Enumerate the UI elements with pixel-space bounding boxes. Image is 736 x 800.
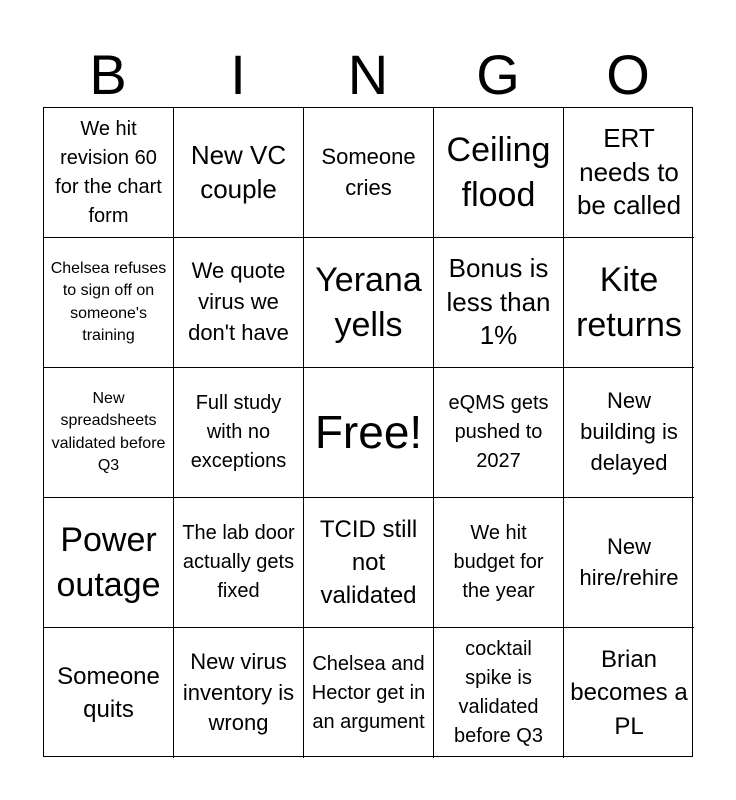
bingo-cell[interactable]: New virus inventory is wrong [174,628,304,758]
bingo-cell[interactable]: Brian becomes a PL [570,646,688,740]
bingo-cell[interactable]: New VC couple [174,108,304,238]
header-letter-o: O [606,43,650,106]
bingo-cell[interactable]: New hire/rehire [564,498,694,628]
header-letter-b: B [89,43,127,106]
bingo-cell[interactable]: Kite returns [564,238,694,368]
header-letter-g: G [476,43,520,106]
header-letter-i: I [230,43,246,106]
bingo-cell[interactable]: eQMS gets pushed to 2027 [434,368,564,498]
bingo-cell[interactable]: cocktail spike is validated before Q3 [434,628,564,758]
bingo-cell[interactable]: The lab door actually gets fixed [174,498,304,628]
free-space-cell[interactable]: Free! [304,368,434,498]
bingo-cell[interactable]: Ceiling flood [434,108,564,238]
bingo-board [43,107,693,757]
bingo-cell[interactable]: Power outage [44,498,174,628]
bingo-cell[interactable]: Chelsea and Hector get in an argument [304,628,434,758]
bingo-cell[interactable]: ERT needs to be called [564,108,694,238]
bingo-cell[interactable]: We hit revision 60 for the chart form [44,108,174,238]
bingo-cell[interactable]: We quote virus we don't have [174,238,304,368]
header-letter-n: N [347,43,389,106]
bingo-cell[interactable]: We hit budget for the year [434,498,564,628]
bingo-cell[interactable]: Someone quits [44,628,174,758]
bingo-cell[interactable]: New building is delayed [564,368,694,498]
bingo-cell[interactable]: Bonus is less than 1% [434,238,564,368]
bingo-cell[interactable]: Full study with no exceptions [174,368,304,498]
bingo-cell[interactable]: Someone cries [304,108,434,238]
bingo-cell[interactable]: Yerana yells [304,238,434,368]
bingo-header [43,44,693,106]
bingo-cell[interactable]: TCID still not validated [304,498,434,628]
bingo-cell[interactable]: Chelsea refuses to sign off on someone's training [44,238,174,368]
bingo-cell[interactable]: New spreadsheets validated before Q3 [44,368,174,498]
